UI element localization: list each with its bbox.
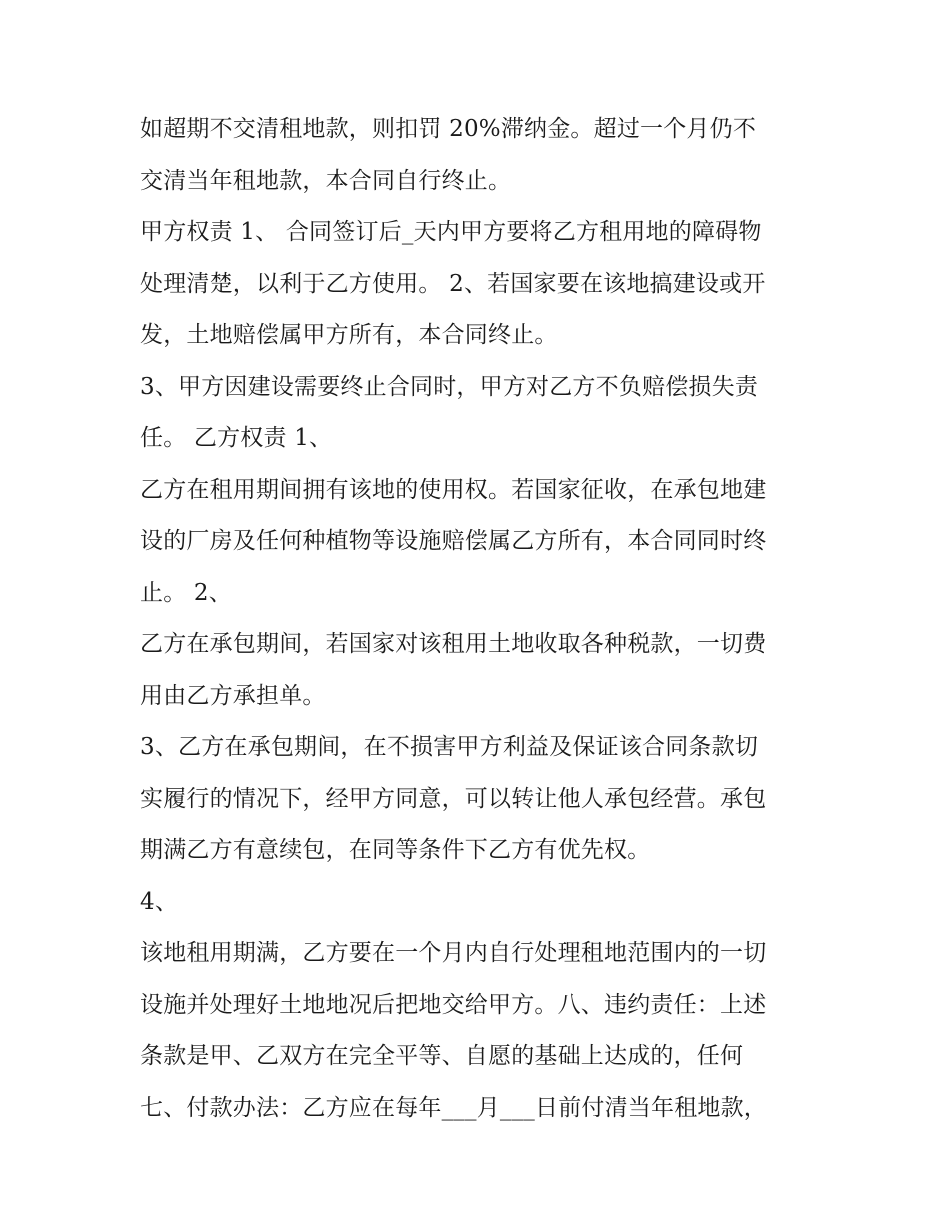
text-line: 实履行的情况下，经甲方同意，可以转让他人承包经营。承包 [140,785,767,812]
text-line: 用由乙方承担单。 [140,682,326,709]
text-line: 处理清楚，以利于乙方使用。 2、若国家要在该地搞建设或开 [140,270,766,297]
text-line: 4、 [140,888,179,915]
text-line: 止。 2、 [140,579,232,606]
text-line: 设施并处理好土地地况后把地交给甲方。八、违约责任：上述 [140,991,767,1018]
text-line: 乙方在租用期间拥有该地的使用权。若国家征收，在承包地建 [140,476,767,503]
text-line: 交清当年租地款，本合同自行终止。 [140,167,512,194]
contract-text-body [140,104,830,1134]
text-line: 3、乙方在承包期间，在不损害甲方利益及保证该合同条款切 [140,734,759,760]
text-line: 该地租用期满，乙方要在一个月内自行处理租地范围内的一切 [140,940,767,966]
text-line: 任。 乙方权责 1、 [140,425,333,451]
text-line: 条款是甲、乙双方在完全平等、自愿的基础上达成的，任何 [140,1043,744,1069]
text-line: 七、付款办法：乙方应在每年___月___日前付清当年租地款， [140,1094,767,1121]
text-line: 乙方在承包期间，若国家对该租用土地收取各种税款，一切费 [140,631,767,657]
text-line: 发，土地赔偿属甲方所有，本合同终止。 [140,322,558,348]
text-line: 期满乙方有意续包，在同等条件下乙方有优先权。 [140,837,651,863]
text-line: 设的厂房及任何种植物等设施赔偿属乙方所有，本合同同时终 [140,528,767,554]
text-line: 3、甲方因建设需要终止合同时，甲方对乙方不负赔偿损失责 [140,373,759,400]
text-line: 如超期不交清租地款，则扣罚 20%滞纳金。超过一个月仍不 [140,116,757,142]
text-line: 甲方权责 1、 合同签订后_天内甲方要将乙方租用地的障碍物 [140,219,762,245]
